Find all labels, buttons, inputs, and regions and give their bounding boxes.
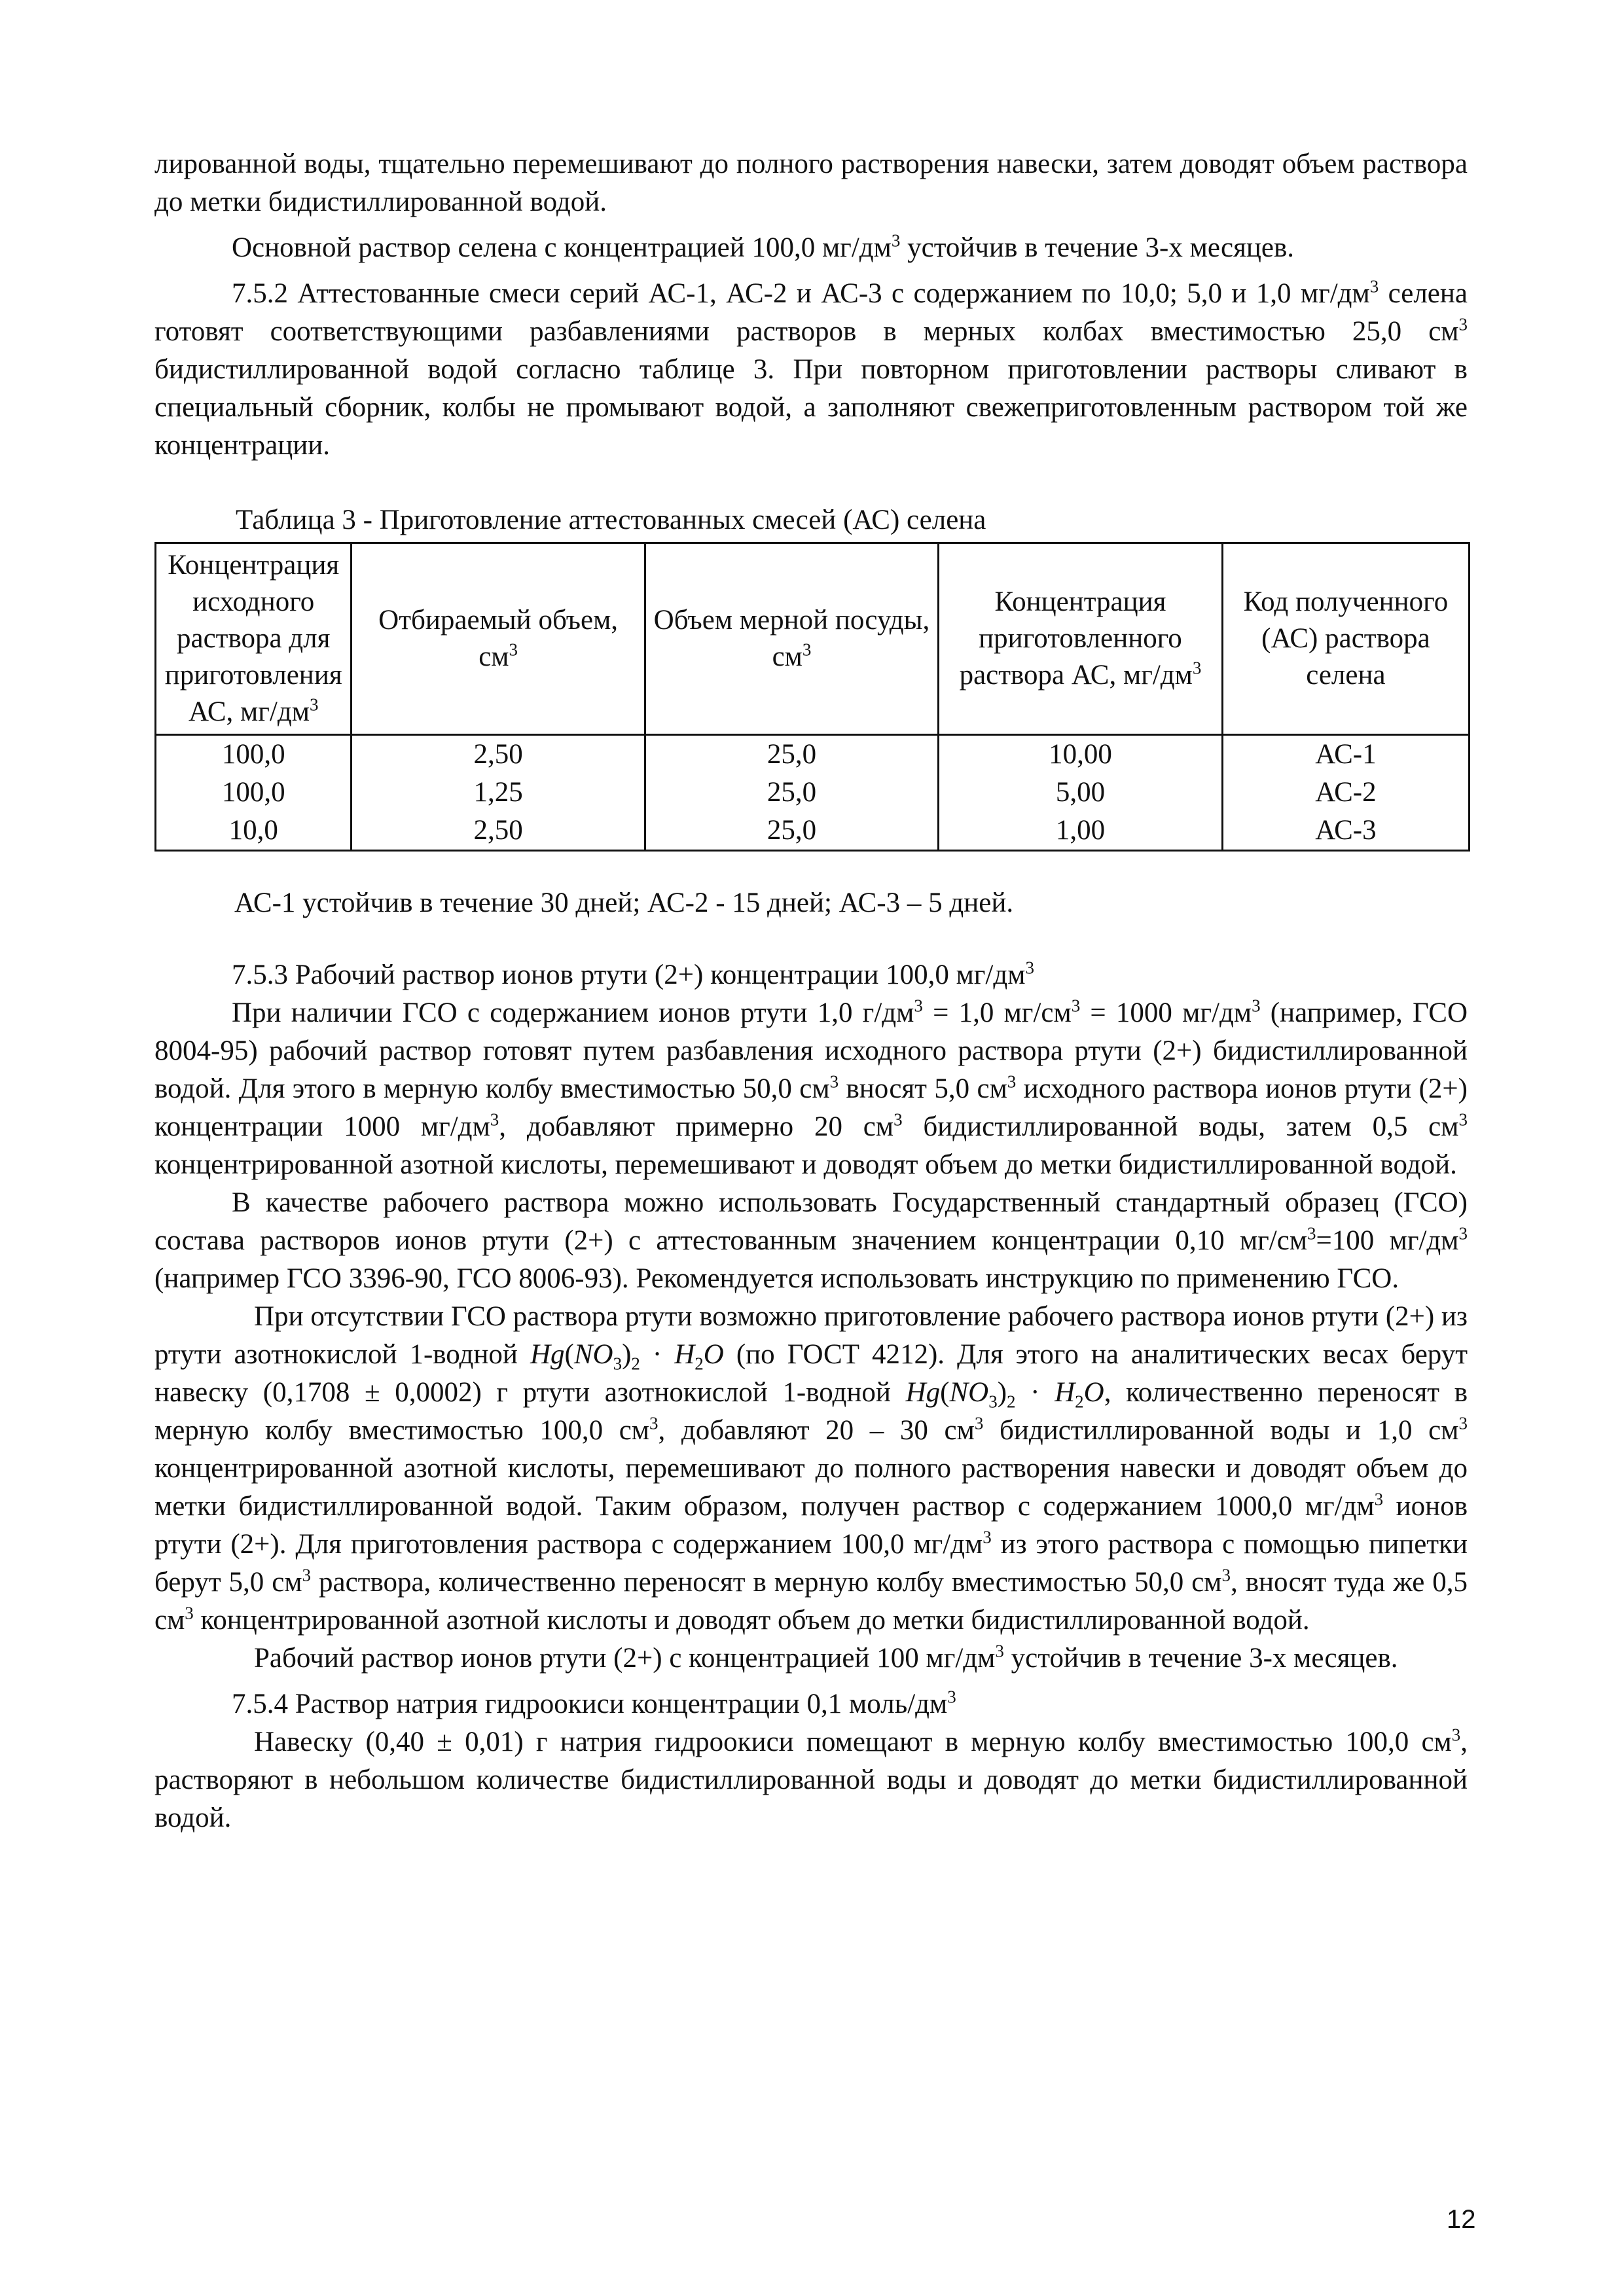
table-cell: 1,25 — [352, 774, 645, 812]
table-row — [156, 812, 1470, 851]
page-number: 12 — [1447, 2205, 1476, 2234]
column-header: Код полученного (АС) раствора селена — [1222, 543, 1469, 735]
stability-note: АС-1 устойчив в течение 30 дней; АС-2 - 15 дней; АС-3 – 5 дней. — [234, 888, 1014, 918]
table-cell: 100,0 — [156, 735, 352, 774]
data-table — [154, 542, 1470, 852]
table-cell: 25,0 — [645, 812, 938, 851]
table-cell: АС-2 — [1222, 774, 1469, 812]
paragraph-with-formula — [154, 1298, 1468, 1640]
paragraph: 7.5.2 Аттестованные смеси серий АС-1, АС-2 и АС-3 с содержанием по 10,0; 5,0 и 1,0 $мг/дм^3$ селена готовят соответствующими разбавлениями растворов в мерных колбах вместимостью 25,0 $см^3$ бидистиллированной водой согласно таблице 3. При повторном приготовлении растворы сливают в специальный сборник, колбы не промывают водой, а заполняют свежеприготовленным раствором той же концентрации. — [154, 276, 1468, 461]
paragraph-text: , количественно переносят в мерную колбу вместимостью 100,0 $см^3$, добавляют 20 – 30 $см^3$ бидистиллированной воды и 1,0 $см^3$ концентрированной азотной кислоты, перемешивают до полного растворения навески и доводят объем до метки бидистиллированной водой. Таким образом, получен раствор с содержанием 1000,0 $мг/дм^3$ ионов ртути (2+). Для приготовления раствора с содержанием 100,0 $мг/дм^3$ из этого раствора с помощью пипетки берут 5,0 $см^3$ раствора, количественно переносят в мерную колбу вместимостью 50,0 $см^3$, вносят туда же 0,5 $см^3$ концентрированной азотной кислоты и доводят объем до метки бидистиллированной водой. — [154, 1377, 1468, 1636]
table-cell: 1,00 — [939, 812, 1223, 851]
column-header: Объем мерной посуды, $см^3$ — [645, 543, 938, 735]
table-cell: 2,50 — [352, 812, 645, 851]
paragraph: Основной раствор селена с концентрацией 100,0 $мг/дм^3$ устойчив в течение 3-х месяцев. — [232, 230, 1295, 263]
section-heading: 7.5.4 Раствор натрия гидроокиси концентрации 0,1 моль/$дм^3$ — [232, 1687, 956, 1719]
chemical-formula: $Hg(NO_3)_2 \cdot H_2O$ — [905, 1377, 1104, 1412]
table-cell: 100,0 — [156, 774, 352, 812]
paragraph-text: При отсутствии ГСО раствора ртути возможно приготовление рабочего раствора ионов ртути (2+) из ртути азотнокислой 1-водной — [154, 1301, 1468, 1370]
column-header: Отбираемый объем, $см^3$ — [352, 543, 645, 735]
section-heading: 7.5.3 Рабочий раствор ионов ртути (2+) концентрации 100,0 $мг/дм^3$ — [232, 958, 1034, 990]
table-cell: АС-1 — [1222, 735, 1469, 774]
table-cell: 2,50 — [352, 735, 645, 774]
column-header: Концентрация приготовленного раствора АС, $мг/дм^3$ — [939, 543, 1223, 735]
table-header-row — [156, 543, 1470, 735]
chemical-formula: $Hg(NO_3)_2 \cdot H_2O$ — [530, 1339, 724, 1374]
table-cell: АС-3 — [1222, 812, 1469, 851]
table-cell: 25,0 — [645, 774, 938, 812]
paragraph: лированной воды, тщательно перемешивают до полного растворения навески, затем доводят объем раствора до метки бидистиллированной водой. — [154, 149, 1468, 217]
table-cell: 25,0 — [645, 735, 938, 774]
table-cell: 10,0 — [156, 812, 352, 851]
paragraph: Рабочий раствор ионов ртути (2+) с концентрацией 100 $мг/дм^3$ устойчив в течение 3-х месяцев. — [254, 1641, 1398, 1674]
paragraph-text: (по ГОСТ 4212). Для этого на аналитических весах берут навеску (0,1708 ± 0,0002) г ртути азотнокислой 1-водной — [154, 1339, 1468, 1408]
paragraph: При наличии ГСО с содержанием ионов ртути 1,0 $г/дм^3 = 1,0$ $мг/см^3 = 1000$ $мг/дм^3$ (например, ГСО 8004-95) рабочий раствор готовят путем разбавления исходного раствора ртути (2+) бидистиллированной водой. Для этого в мерную колбу вместимостью 50,0 $см^3$ вносят 5,0 $см^3$ исходного раствора ионов ртути (2+) концентрации 1000 $мг/дм^3$, добавляют примерно 20 $см^3$ бидистиллированной воды, затем 0,5 $см^3$ концентрированной азотной кислоты, перемешивают и доводят объем до метки бидистиллированной водой. — [154, 996, 1468, 1180]
table-caption: Таблица 3 - Приготовление аттестованных смесей (АС) селена — [236, 505, 986, 535]
table-row — [156, 774, 1470, 812]
table-row — [156, 735, 1470, 774]
paragraph: Навеску (0,40 ± 0,01) г натрия гидроокиси помещают в мерную колбу вместимостью 100,0 $см^3$, растворяют в небольшом количестве бидистиллированной воды и доводят до метки бидистиллированной водой. — [154, 1725, 1468, 1833]
page-content — [154, 145, 1468, 1837]
paragraph: В качестве рабочего раствора можно использовать Государственный стандартный образец (ГСО) состава растворов ионов ртути (2+) с аттестованным значением концентрации 0,10 $мг/см^3=100$ $мг/дм^3$ (например ГСО 3396-90, ГСО 8006-93). Рекомендуется использовать инструкцию по применению ГСО. — [154, 1187, 1468, 1294]
column-header: Концентрация исходного раствора для приготовления АС, $мг/дм^3$ — [156, 543, 352, 735]
table-cell: 10,00 — [939, 735, 1223, 774]
table-cell: 5,00 — [939, 774, 1223, 812]
